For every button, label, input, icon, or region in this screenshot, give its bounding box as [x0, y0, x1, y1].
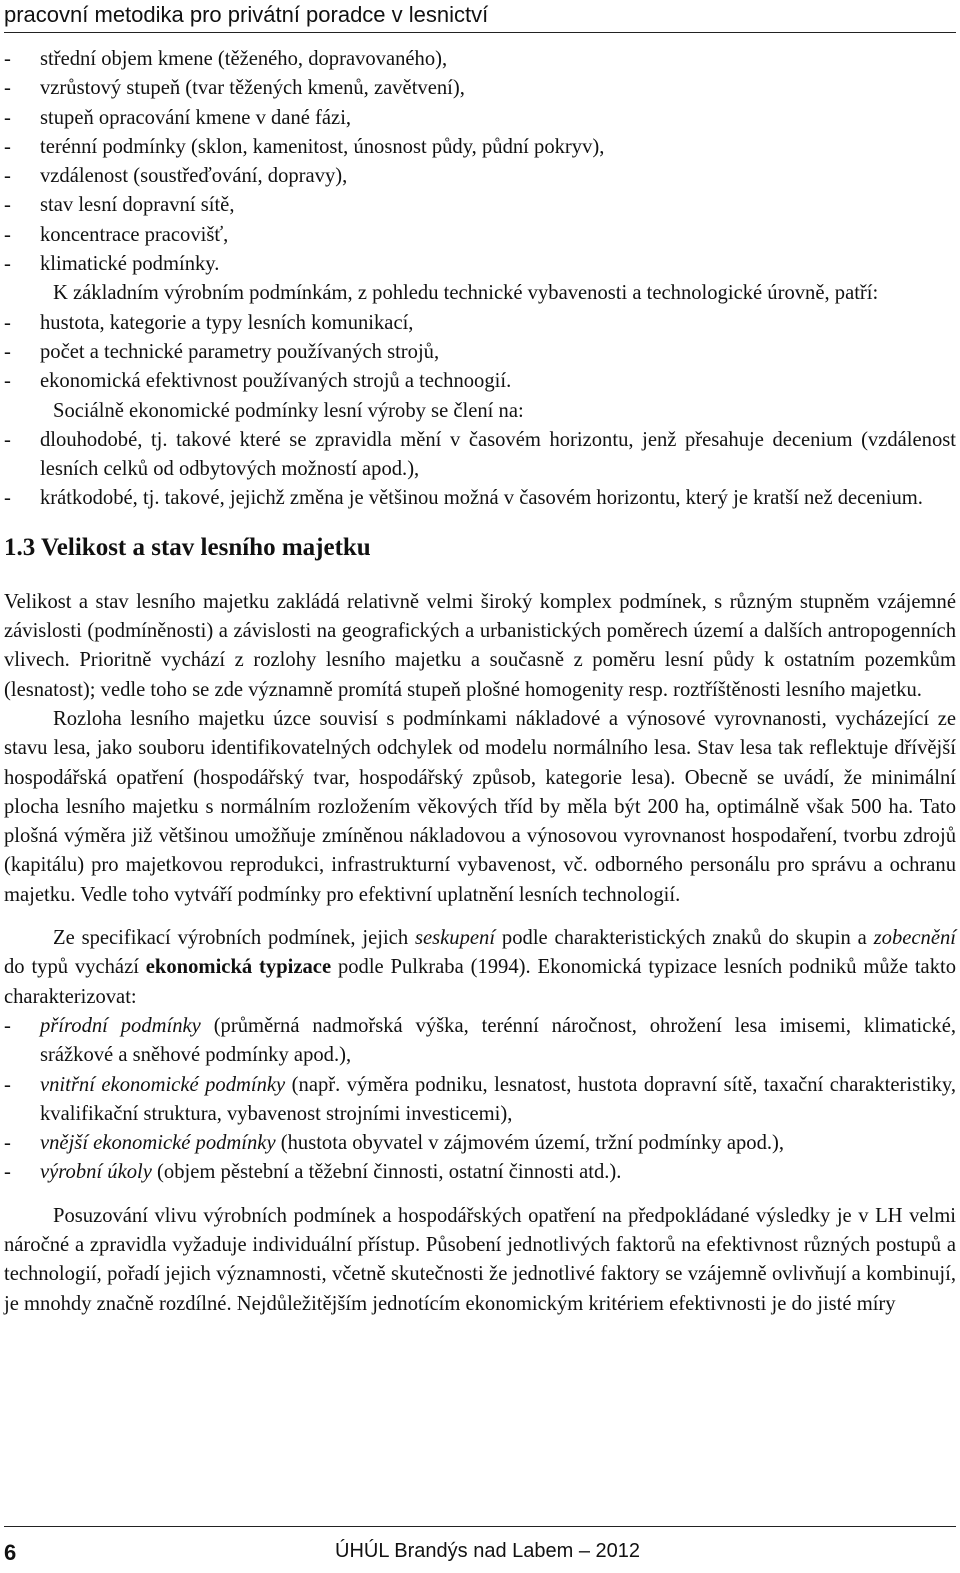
term-seskupeni: seskupení: [415, 927, 496, 950]
list-item: - vzdálenost (soustřeďování, dopravy),: [4, 165, 348, 188]
term-economic-typization: ekonomická typizace: [145, 956, 332, 979]
section-heading: 1.3 Velikost a stav lesního majetku: [4, 533, 371, 561]
paragraph-assessment: Posuzování vlivu výrobních podmínek a hospodářských opatření na předpokládané výsledky je v LH velmi náročné a zpravidla vyžaduje individuální přístup. Působení jednotlivých faktorů na efektivnost různých postupů a technologií, pořadí jejich významnosti, včetně skutečnosti že jednotlivé faktory se vzájemně ovlivňují a kombinují, je mnohdy značně rozdílné. Nejdůležitějším jednotícím ekonomickým kritériem efektivnosti je do jisté míry: [4, 1204, 956, 1315]
page-content: [4, 45, 956, 1319]
list-item: - klimatické podmínky.: [4, 253, 220, 276]
list-item: - vzrůstový stupeň (tvar těžených kmenů, zavětvení),: [4, 77, 465, 100]
list-item: - hustota, kategorie a typy lesních komunikací,: [4, 311, 414, 334]
page-number: 6: [4, 1540, 17, 1565]
header-title: pracovní metodika pro privátní poradce v lesnictví: [4, 2, 489, 27]
paragraph-size-and-state: Velikost a stav lesního majetku zakládá relativně velmi široký komplex podmínek, s různým stupněm vzájemné závislosti (podmíněnosti) a závislosti na geografických a urbanistických poměrech území a dalších antropogenních vlivech. Prioritně vychází z rozlohy lesního majetku a současně z poměru lesní půdy k ostatním pozemkům (lesnatost); vedle toho se zde významně promítá stupeň plošné homogenity resp. roztříštěnosti lesního majetku.: [4, 590, 956, 701]
page-header: [4, 0, 956, 33]
list-item: - vnější ekonomické podmínky (hustota obyvatel v zájmovém území, tržní podmínky apod.),: [4, 1132, 785, 1155]
page-footer: [4, 1526, 956, 1573]
list-item: - výrobní úkoly (objem pěstební a těžební činnosti, ostatní činnosti atd.).: [4, 1161, 622, 1184]
list-item: - střední objem kmene (těženého, dopravovaného),: [4, 48, 448, 70]
list-item: - krátkodobé, tj. takové, jejichž změna je většinou možná v časovém horizontu, který je kratší než decenium.: [4, 487, 923, 510]
paragraph-socioeconomic: Sociálně ekonomické podmínky lesní výroby se člení na:: [53, 399, 524, 422]
paragraph-economic-typology: Ze specifikací výrobních podmínek, jejich seskupení podle charakteristických znaků do skupin a zobecnění do typů vychází ekonomická typizace podle Pulkraba (1994). Ekonomická typizace lesních podniků může takto charakterizovat:: [4, 927, 957, 1008]
list-item: - vnitřní ekonomické podmínky (např. výměra podniku, lesnatost, hustota dopravní sítě, taxační charakteristiky, kvalifikační struktura, vybavenost strojními investicemi),: [4, 1073, 956, 1125]
list-socioeconomic: [4, 426, 956, 514]
list-item: - počet a technické parametry používaných strojů,: [4, 340, 440, 363]
list-technical-conditions: [4, 309, 956, 397]
list-item: - terénní podmínky (sklon, kamenitost, únosnost půdy, půdní pokryv),: [4, 135, 605, 158]
term-zobecneni: zobecnění: [873, 927, 956, 950]
list-item: - dlouhodobé, tj. takové které se zpravidla mění v časovém horizontu, jenž přesahuje decenium (vzdálenost lesních celků od odbytových možností apod.),: [4, 428, 956, 481]
list-item: - přírodní podmínky (průměrná nadmořská výška, terénní náročnost, ohrožení lesa imisemi, klimatické, srážkové a sněhové podmínky apod.),: [4, 1014, 956, 1067]
paragraph-technical-conditions: K základním výrobním podmínkám, z pohledu technické vybavenosti a technologické úrovně, patří:: [53, 282, 879, 305]
footer-publisher: ÚHÚL Brandýs nad Labem – 2012: [335, 1540, 640, 1562]
list-item: - stupeň opracování kmene v dané fázi,: [4, 106, 352, 129]
list-item: - ekonomická efektivnost používaných strojů a technoogií.: [4, 370, 512, 393]
paragraph-area: Rozloha lesního majetku úzce souvisí s podmínkami nákladové a výnosové vyrovnanosti, vycházející ze stavu lesa, jako souboru identifikovatelných odchylek od modelu normálního lesa. Stav lesa tak reflektuje dřívější hospodářská opatření (hospodářský tvar, hospodářský způsob, kategorie lesa). Obecně se uvádí, že minimální plocha lesního majetku s normálním rozložením věkových tříd by měla být 200 ha, optimálně však 500 ha. Tato plošná výměra již většinou umožňuje zmíněnou nákladovou a výnosovou vyrovnanost hospodaření, tvorbu zdrojů (kapitálu) pro majetkovou reprodukci, infrastrukturní vybavenost, vč. odborného personálu pro správu a ochranu majetku. Vedle toho vytváří podmínky pro efektivní uplatnění lesních technologií.: [4, 707, 956, 906]
list-production-factors: [4, 45, 956, 279]
list-item: - stav lesní dopravní sítě,: [4, 194, 235, 217]
list-typology-factors: [4, 1012, 956, 1188]
list-item: - koncentrace pracovišť,: [4, 223, 229, 246]
